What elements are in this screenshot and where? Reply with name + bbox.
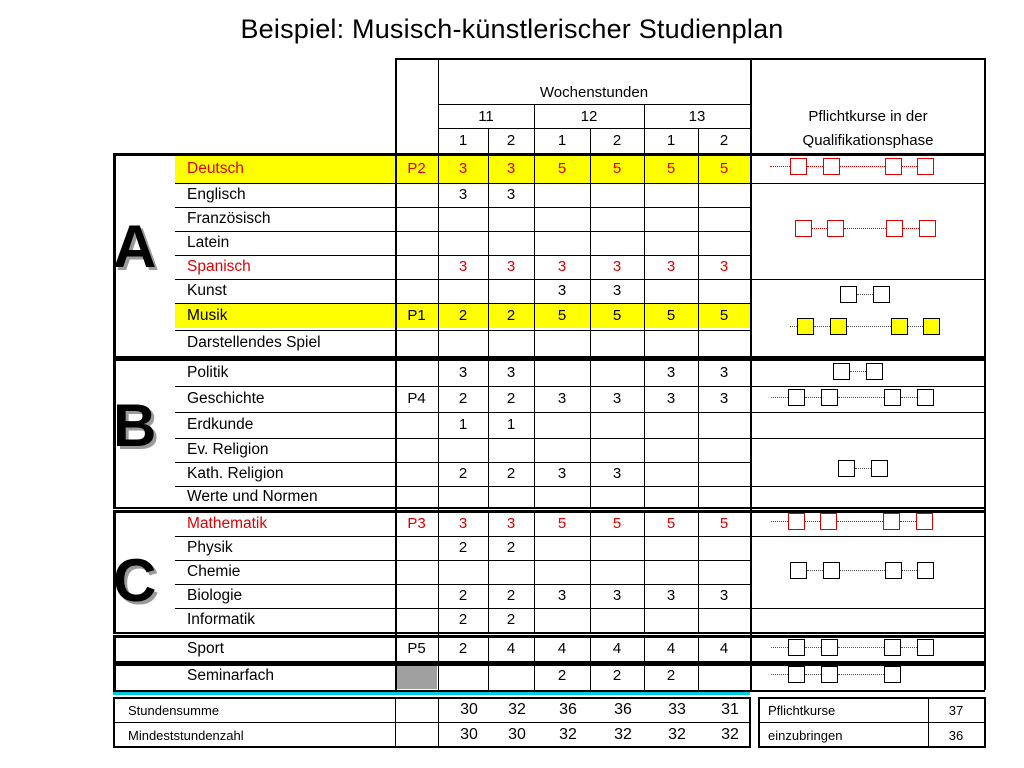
course-box-icon [885,562,902,579]
hours-value: 5 [666,307,676,324]
mindest-value: 30 [508,726,526,743]
hours-value: 2 [458,539,468,556]
hours-value: 3 [612,390,622,407]
connector-line [812,228,827,229]
side-footer-top [758,697,985,699]
hours-value: 4 [612,640,622,657]
page-title: Beispiel: Musisch-künstlerischer Studienplan [240,14,784,44]
grid-line [113,697,115,748]
section-left-border [113,635,116,662]
subject-name: Erdkunde [187,416,254,433]
grey-cell [395,663,437,689]
hours-value: 2 [458,640,468,657]
course-box-icon [823,158,840,175]
hours-value: 3 [458,186,468,203]
header-top-line [395,58,985,60]
stundensumme-label: Stundensumme [128,703,220,718]
pflicht-header-line1: Pflichtkurse in der [808,108,928,125]
section-bottom-line [113,507,985,509]
stundensumme-value: 33 [668,701,686,718]
grid-line [698,155,699,356]
hours-value: 3 [666,390,676,407]
course-box-icon [788,666,805,683]
mindest-label: Mindeststundenzahl [128,728,244,743]
course-box-icon [788,639,805,656]
course-box-icon [797,318,814,335]
subject-name: Biologie [187,587,243,604]
hours-value: 2 [458,307,468,324]
stundensumme-value: 36 [614,701,632,718]
einzubringen-value: 36 [948,728,964,743]
mindest-value: 32 [559,726,577,743]
course-box-icon [823,562,840,579]
hours-value: 3 [458,364,468,381]
hours-value: 3 [557,390,567,407]
subject-name: Werte und Normen [187,488,318,505]
grid-line [438,104,750,105]
course-box-icon [840,286,857,303]
row-separator [175,608,750,609]
row-separator [175,486,750,487]
grid-line [590,360,591,507]
connector-line [770,166,790,167]
pflicht-header-line2: Qualifikationsphase [802,132,934,149]
hours-value: 1 [458,416,468,433]
hours-value: 3 [719,587,729,604]
grid-line [488,663,489,690]
stundensumme-value: 30 [460,701,478,718]
course-box-icon [885,158,902,175]
accent-line [113,692,750,695]
grid-line [438,697,439,748]
section-label-a: A [113,213,157,280]
course-box-icon [833,363,850,380]
subject-name: Deutsch [187,160,244,177]
hours-value: 3 [612,282,622,299]
grid-line [984,697,986,748]
hours-value: 2 [506,307,516,324]
subject-name: Politik [187,364,229,381]
hours-value: 5 [666,160,676,177]
section-label-b: B [113,392,157,459]
row-separator [175,183,750,184]
wochenstunden-header: Wochenstunden [539,84,649,101]
hours-value: 2 [506,465,516,482]
subject-name: Darstellendes Spiel [187,334,321,351]
hours-value: 5 [612,307,622,324]
footer-bottom-line [113,746,750,748]
section-top-line [113,510,985,513]
course-box-icon [866,363,883,380]
subject-name: Sport [187,640,225,657]
connector-line [903,228,919,229]
hours-value: 3 [506,515,516,532]
year-header: 11 [478,108,494,125]
subject-name: Ev. Religion [187,441,269,458]
subject-name: Physik [187,539,233,556]
section-top-line [113,153,985,156]
connector-line [771,647,788,648]
hours-value: 4 [557,640,567,657]
row-separator [175,255,750,256]
course-box-icon [873,286,890,303]
hours-value: 3 [612,465,622,482]
semester-header: 2 [506,132,516,149]
course-box-icon [916,513,933,530]
hours-value: 2 [458,587,468,604]
pflicht-separator [750,486,985,487]
hours-value: 4 [719,640,729,657]
hours-value: 3 [506,160,516,177]
side-footer-mid [758,722,985,723]
semester-header: 1 [666,132,676,149]
course-box-icon [795,220,812,237]
connector-line [771,521,788,522]
hours-value: 2 [458,465,468,482]
footer-top-line [113,697,750,699]
row-separator [175,462,750,463]
section-label-c: C [113,547,157,614]
grid-line [758,697,760,748]
profile-code: P5 [407,640,426,657]
grid-line [644,155,645,356]
row-separator [175,412,750,413]
subject-name: Mathematik [187,515,268,532]
section-left-border [113,663,116,691]
course-box-icon [788,389,805,406]
hours-value: 3 [458,515,468,532]
hours-value: 2 [666,667,676,684]
subject-name: Informatik [187,611,256,628]
row-separator [175,279,750,280]
course-box-icon [884,666,901,683]
grid-line [534,155,535,356]
row-separator [175,584,750,585]
course-box-icon [891,318,908,335]
course-box-icon [790,158,807,175]
hours-value: 3 [458,258,468,275]
row-separator [175,231,750,232]
course-box-icon [917,562,934,579]
profile-code: P2 [407,160,426,177]
course-box-icon [838,460,855,477]
hours-value: 3 [666,258,676,275]
stundensumme-value: 36 [559,701,577,718]
subject-name: Englisch [187,186,246,203]
section-top-line [113,663,985,666]
hours-value: 3 [612,258,622,275]
hours-value: 3 [719,258,729,275]
section-top-line [113,635,985,638]
hours-value: 5 [719,160,729,177]
connector-line [771,674,788,675]
pflicht-separator [750,386,985,387]
pflicht-separator [750,438,985,439]
connector-line [838,647,884,648]
row-separator [175,560,750,561]
course-box-icon [827,220,844,237]
connector-line [902,570,917,571]
pflichtkurse-value: 37 [948,703,964,718]
hours-value: 4 [666,640,676,657]
course-box-icon [820,513,837,530]
section-bottom-line [113,632,985,634]
connector-line [900,521,916,522]
hours-value: 3 [557,282,567,299]
connector-line [814,326,830,327]
grid-line [534,360,535,507]
subject-name: Chemie [187,563,241,580]
subject-name: Kunst [187,282,227,299]
hours-value: 3 [557,258,567,275]
grid-line [590,155,591,356]
profile-code: P4 [407,390,426,407]
mindest-value: 32 [668,726,686,743]
footer-mid-line [113,722,750,723]
connector-line [908,326,923,327]
course-box-icon [830,318,847,335]
grid-line [698,663,699,690]
hours-value: 5 [612,160,622,177]
hours-value: 3 [506,364,516,381]
grid-line [438,128,750,129]
grid-line [698,360,699,507]
hours-value: 3 [719,364,729,381]
mindest-value: 30 [460,726,478,743]
stundensumme-value: 32 [508,701,526,718]
hours-value: 2 [506,587,516,604]
semester-header: 2 [719,132,729,149]
pflicht-separator [750,412,985,413]
hours-value: 3 [719,390,729,407]
course-box-icon [871,460,888,477]
course-box-icon [788,513,805,530]
connector-line [901,397,917,398]
grid-line [928,697,929,748]
subject-name: Französisch [187,210,271,227]
hours-value: 1 [506,416,516,433]
row-separator [175,303,750,304]
connector-line [771,397,788,398]
connector-line [840,166,885,167]
hours-value: 3 [557,465,567,482]
connector-line [790,326,797,327]
pflicht-separator [750,536,985,537]
side-footer-bottom [758,746,985,748]
connector-line [855,468,871,469]
hours-value: 5 [719,307,729,324]
mindest-value: 32 [614,726,632,743]
hours-value: 3 [506,258,516,275]
connector-line [844,228,886,229]
course-box-icon [884,389,901,406]
hours-value: 5 [557,307,567,324]
hours-value: 3 [666,587,676,604]
connector-line [838,397,884,398]
row-separator [175,438,750,439]
semester-header: 1 [458,132,468,149]
row-separator [175,536,750,537]
hours-value: 2 [458,611,468,628]
connector-line [838,674,884,675]
connector-line [807,166,823,167]
einzubringen-label: einzubringen [768,728,843,743]
subject-name: Spanisch [187,258,251,275]
course-box-icon [919,220,936,237]
subject-name: Musik [187,307,228,324]
course-box-icon [884,639,901,656]
connector-line [805,397,821,398]
hours-value: 2 [506,390,516,407]
connector-line [805,674,821,675]
course-box-icon [923,318,940,335]
semester-header: 1 [557,132,567,149]
hours-value: 2 [612,667,622,684]
course-box-icon [883,513,900,530]
grid-line [644,360,645,507]
course-box-icon [917,639,934,656]
hours-value: 2 [506,539,516,556]
connector-line [901,647,917,648]
hours-value: 5 [612,515,622,532]
connector-line [840,570,885,571]
hours-value: 2 [458,390,468,407]
mindest-value: 32 [721,726,739,743]
course-box-icon [821,639,838,656]
pflichtkurse-label: Pflichtkurse [768,703,836,718]
pflicht-separator [750,608,985,609]
grid-line [395,697,396,748]
hours-value: 5 [719,515,729,532]
hours-value: 4 [506,640,516,657]
hours-value: 3 [612,587,622,604]
profile-code: P3 [407,515,426,532]
course-box-icon [886,220,903,237]
year-header: 13 [688,108,706,125]
course-box-icon [790,562,807,579]
hours-value: 5 [666,515,676,532]
connector-line [837,521,883,522]
course-box-icon [917,158,934,175]
profile-code: P1 [407,307,426,324]
subject-name: Seminarfach [187,667,275,684]
connector-line [805,521,820,522]
connector-line [850,371,866,372]
hours-value: 2 [557,667,567,684]
hours-value: 2 [506,611,516,628]
course-box-icon [821,666,838,683]
hours-value: 3 [506,186,516,203]
hours-value: 3 [458,160,468,177]
row-separator [175,386,750,387]
connector-line [847,326,891,327]
hours-value: 5 [557,515,567,532]
row-separator [175,207,750,208]
subject-name: Kath. Religion [187,465,284,482]
course-box-icon [821,389,838,406]
subject-name: Geschichte [187,390,265,407]
connector-line [902,166,917,167]
section-top-line [113,358,985,361]
hours-value: 3 [557,587,567,604]
semester-header: 2 [612,132,622,149]
connector-line [805,647,821,648]
subject-name: Latein [187,234,230,251]
hours-value: 3 [666,364,676,381]
connector-line [857,294,873,295]
connector-line [807,570,823,571]
row-separator [175,330,750,331]
hours-value: 5 [557,160,567,177]
pflicht-separator [750,183,985,184]
stundensumme-value: 31 [721,701,739,718]
course-box-icon [917,389,934,406]
pflicht-separator [750,279,985,280]
year-header: 12 [580,108,598,125]
